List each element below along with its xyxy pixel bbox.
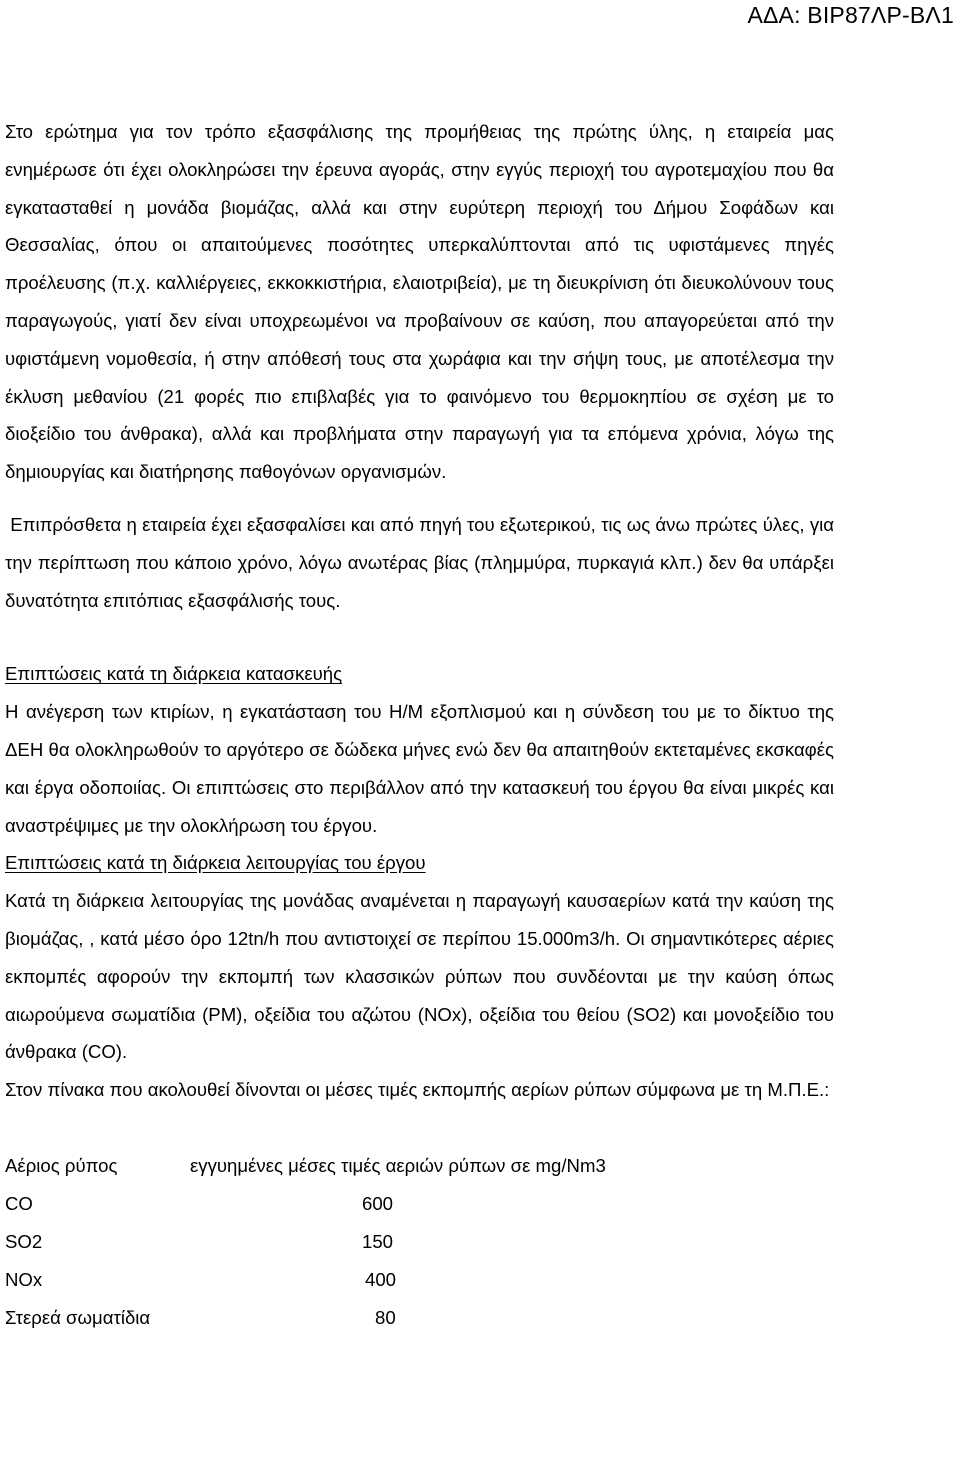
table-intro-paragraph: Στον πίνακα που ακολουθεί δίνονται οι μέσες τιμές εκπομπής αερίων ρύπων σύμφωνα με τη Μ.Π.Ε.:: [5, 1079, 830, 1101]
emissions-table: [5, 1147, 834, 1337]
pollutant-name: CO: [5, 1192, 33, 1214]
construction-impacts-heading: Επιπτώσεις κατά τη διάρκεια κατασκευής: [5, 663, 343, 685]
pollutant-value: 80: [375, 1306, 396, 1328]
pollutant-name: SO2: [5, 1230, 43, 1252]
pollutant-value: 150: [362, 1230, 394, 1252]
table-row: [5, 1299, 834, 1337]
pollutant-value: 600: [362, 1192, 394, 1214]
table-row: [5, 1223, 834, 1261]
table-row: [5, 1261, 834, 1299]
document-body: [5, 113, 840, 1337]
operation-impacts-heading: Επιπτώσεις κατά τη διάρκεια λειτουργίας του έργου: [5, 852, 426, 874]
construction-impacts-paragraph: Η ανέγερση των κτιρίων, η εγκατάσταση του Η/Μ εξοπλισμού και η σύνδεση του με το δίκτυο της ΔΕΗ θα ολοκληρωθούν το αργότερο σε δώδεκα μήνες ενώ δεν θα απαιτηθούν εκτεταμένες εκσκαφές και έργα οδοποιίας. Οι επιπτώσεις στο περιβάλλον από την κατασκευή του έργου θα είναι μικρές και αναστρέψιμες με την ολοκλήρωση του έργου.: [5, 701, 834, 836]
pollutant-name: Στερεά σωματίδια: [5, 1306, 151, 1328]
operation-impacts-paragraph: Κατά τη διάρκεια λειτουργίας της μονάδας αναμένεται η παραγωγή καυσαερίων κατά την καύση της βιομάζας, , κατά μέσο όρο 12tn/h που αντιστοιχεί σε περίπου 15.000m3/h. Οι σημαντικότερες αέριες εκπομπές αφορούν την εκπομπή των κλασσικών ρύπων που συνδέονται με την καύση όπως αιωρούμενα σωματίδια (PM), οξείδια του αζώτου (NOx), οξείδια του θείου (SO2) και μονοξείδιο του άνθρακα (CO).: [5, 890, 834, 1063]
document-code-header: ΑΔΑ: ΒΙΡ87ΛΡ-ΒΛ1: [747, 2, 954, 28]
emissions-table-header: [5, 1147, 834, 1185]
pollutant-value: 400: [365, 1268, 397, 1290]
foreign-supply-paragraph: Επιπρόσθετα η εταιρεία έχει εξασφαλίσει και από πηγή του εξωτερικού, τις ως άνω πρώτες ύλες, για την περίπτωση που κάποιο χρόνο, λόγω ανωτέρας βίας (πλημμύρα, πυρκαγιά κλπ.) δεν θα υπάρξει δυνατότητα επιτόπιας εξασφάλισής τους.: [5, 513, 840, 611]
table-row: [5, 1185, 834, 1223]
pollutant-name: NOx: [5, 1268, 43, 1290]
raw-material-paragraph: Στο ερώτημα για τον τρόπο εξασφάλισης της προμήθειας της πρώτης ύλης, η εταιρεία μας ενημέρωσε ότι έχει ολοκληρώσει την έρευνα αγοράς, στην εγγύς περιοχή του αγροτεμαχίου που θα εγκατασταθεί η μονάδα βιομάζας, αλλά και στην ευρύτερη περιοχή του Δήμου Σοφάδων και Θεσσαλίας, όπου οι απαιτούμενες ποσότητες υπερκαλύπτονται από τις υφιστάμενες πηγές προέλευσης (π.χ. καλλιέργειες, εκκοκκιστήρια, ελαιοτριβεία), με τη διευκρίνιση ότι διευκολύνουν τους παραγωγούς, γιατί δεν είναι υποχρεωμένοι να προβαίνουν σε καύση, που απαγορεύεται από την υφιστάμενη νομοθεσία, ή στην απόθεσή τους στα χωράφια και την σήψη τους, με αποτέλεσμα την έκλυση μεθανίου (21 φορές πιο επιβλαβές για το φαινόμενο του θερμοκηπίου σε σχέση με το διοξείδιο του άνθρακα), αλλά και προβλήματα στην παραγωγή για τα επόμενα χρόνια, λόγω της δημιουργίας και διατήρησης παθογόνων οργανισμών.: [5, 121, 834, 483]
pollutant-column-header: Αέριος ρύπος: [5, 1154, 118, 1176]
values-column-header: εγγυημένες μέσες τιμές αεριών ρύπων σε mg/Nm3: [190, 1154, 606, 1176]
